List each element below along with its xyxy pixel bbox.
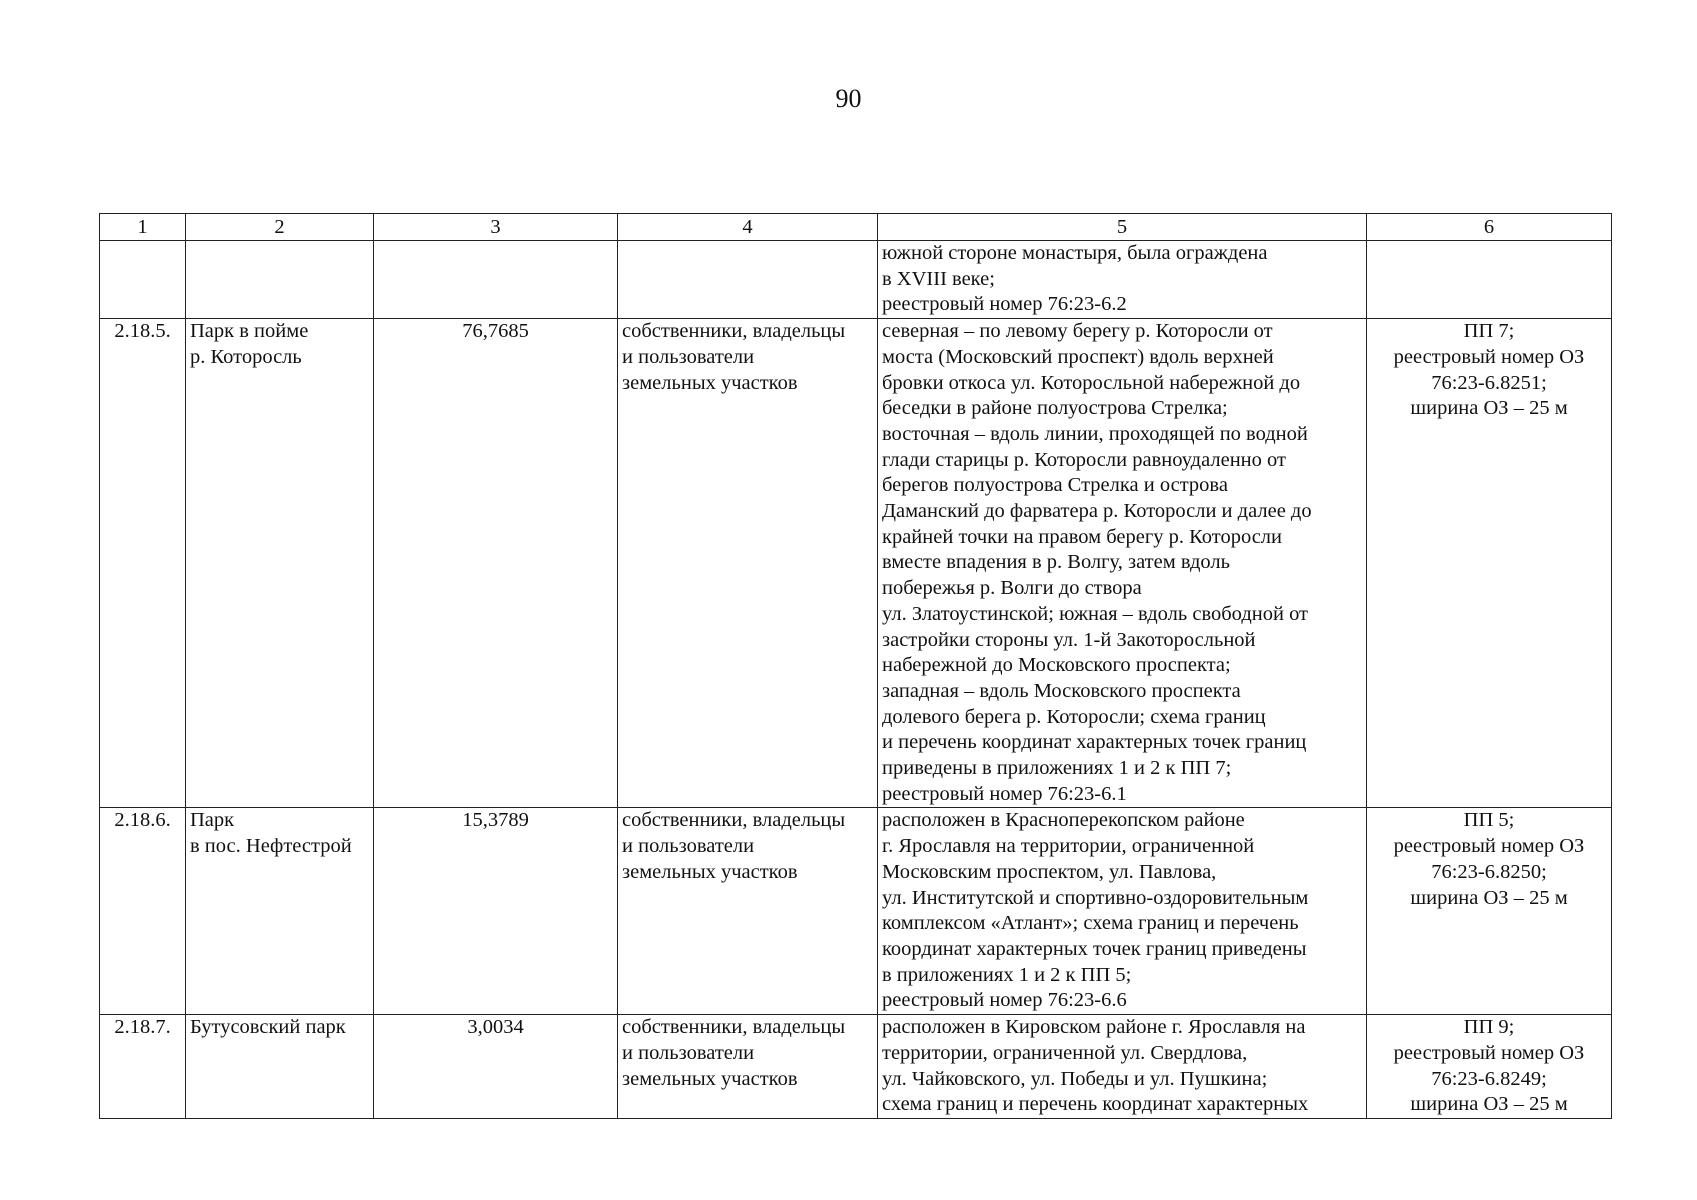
park-owners: собственники, владельцы и пользователи земельных участков (618, 808, 878, 1015)
continuation-cell-2 (186, 241, 374, 319)
park-boundaries: расположен в Кировском районе г. Ярославля на территории, ограниченной ул. Свердлова, ул. Чайковского, ул. Победы и ул. Пушкина; схема границ и перечень координат характерных (878, 1015, 1367, 1119)
row-number: 2.18.6. (100, 808, 186, 1015)
table-row (100, 319, 1612, 808)
table-row (100, 808, 1612, 1015)
continuation-description: южной стороне монастыря, была ограждена в XVIII веке; реестровый номер 76:23-6.2 (878, 241, 1367, 319)
header-cell-1: 1 (100, 214, 186, 241)
protected-zones-table (99, 213, 1612, 1119)
continuation-row (100, 241, 1612, 319)
park-area: 76,7685 (374, 319, 618, 808)
park-name: Парк в пойме р. Которосль (186, 319, 374, 808)
continuation-note (1367, 241, 1612, 319)
header-cell-6: 6 (1367, 214, 1612, 241)
park-registry-note: ПП 5; реестровый номер ОЗ 76:23-6.8250; ширина ОЗ – 25 м (1367, 808, 1612, 1015)
park-name: Парк в пос. Нефтестрой (186, 808, 374, 1015)
park-boundaries: расположен в Красноперекопском районе г. Ярославля на территории, ограниченной Московским проспектом, ул. Павлова, ул. Институтской и спортивно-оздоровительным комплексом «Атлант»; схема границ и перечень координат характерных точек границ приведены в приложениях 1 и 2 к ПП 5; реестровый номер 76:23-6.6 (878, 808, 1367, 1015)
park-area: 15,3789 (374, 808, 618, 1015)
header-cell-2: 2 (186, 214, 374, 241)
park-registry-note: ПП 9; реестровый номер ОЗ 76:23-6.8249; ширина ОЗ – 25 м (1367, 1015, 1612, 1119)
continuation-cell-3 (374, 241, 618, 319)
header-cell-4: 4 (618, 214, 878, 241)
page-number: 90 (835, 84, 862, 113)
park-boundaries: северная – по левому берегу р. Которосли от моста (Московский проспект) вдоль верхней бровки откоса ул. Которосльной набережной до беседки в районе полуострова Стрелка; восточная – вдоль линии, проходящей по водной глади старицы р. Которосли равноудаленно от берегов полуострова Стрелка и острова Даманский до фарватера р. Которосли и далее до крайней точки на правом берегу р. Которосли вместе впадения в р. Волгу, затем вдоль побережья р. Волги до створа ул. Златоустинской; южная – вдоль свободной от застройки стороны ул. 1-й Закоторосльной набережной до Московского проспекта; западная – вдоль Московского проспекта долевого берега р. Которосли; схема границ и перечень координат характерных точек границ приведены в приложениях 1 и 2 к ПП 7; реестровый номер 76:23-6.1 (878, 319, 1367, 808)
table-row (100, 1015, 1612, 1119)
row-number: 2.18.7. (100, 1015, 186, 1119)
continuation-cell-4 (618, 241, 878, 319)
header-cell-3: 3 (374, 214, 618, 241)
park-name: Бутусовский парк (186, 1015, 374, 1119)
header-row (100, 214, 1612, 241)
park-area: 3,0034 (374, 1015, 618, 1119)
park-owners: собственники, владельцы и пользователи земельных участков (618, 1015, 878, 1119)
header-cell-5: 5 (878, 214, 1367, 241)
row-number: 2.18.5. (100, 319, 186, 808)
park-registry-note: ПП 7; реестровый номер ОЗ 76:23-6.8251; ширина ОЗ – 25 м (1367, 319, 1612, 808)
continuation-cell-1 (100, 241, 186, 319)
park-owners: собственники, владельцы и пользователи земельных участков (618, 319, 878, 808)
